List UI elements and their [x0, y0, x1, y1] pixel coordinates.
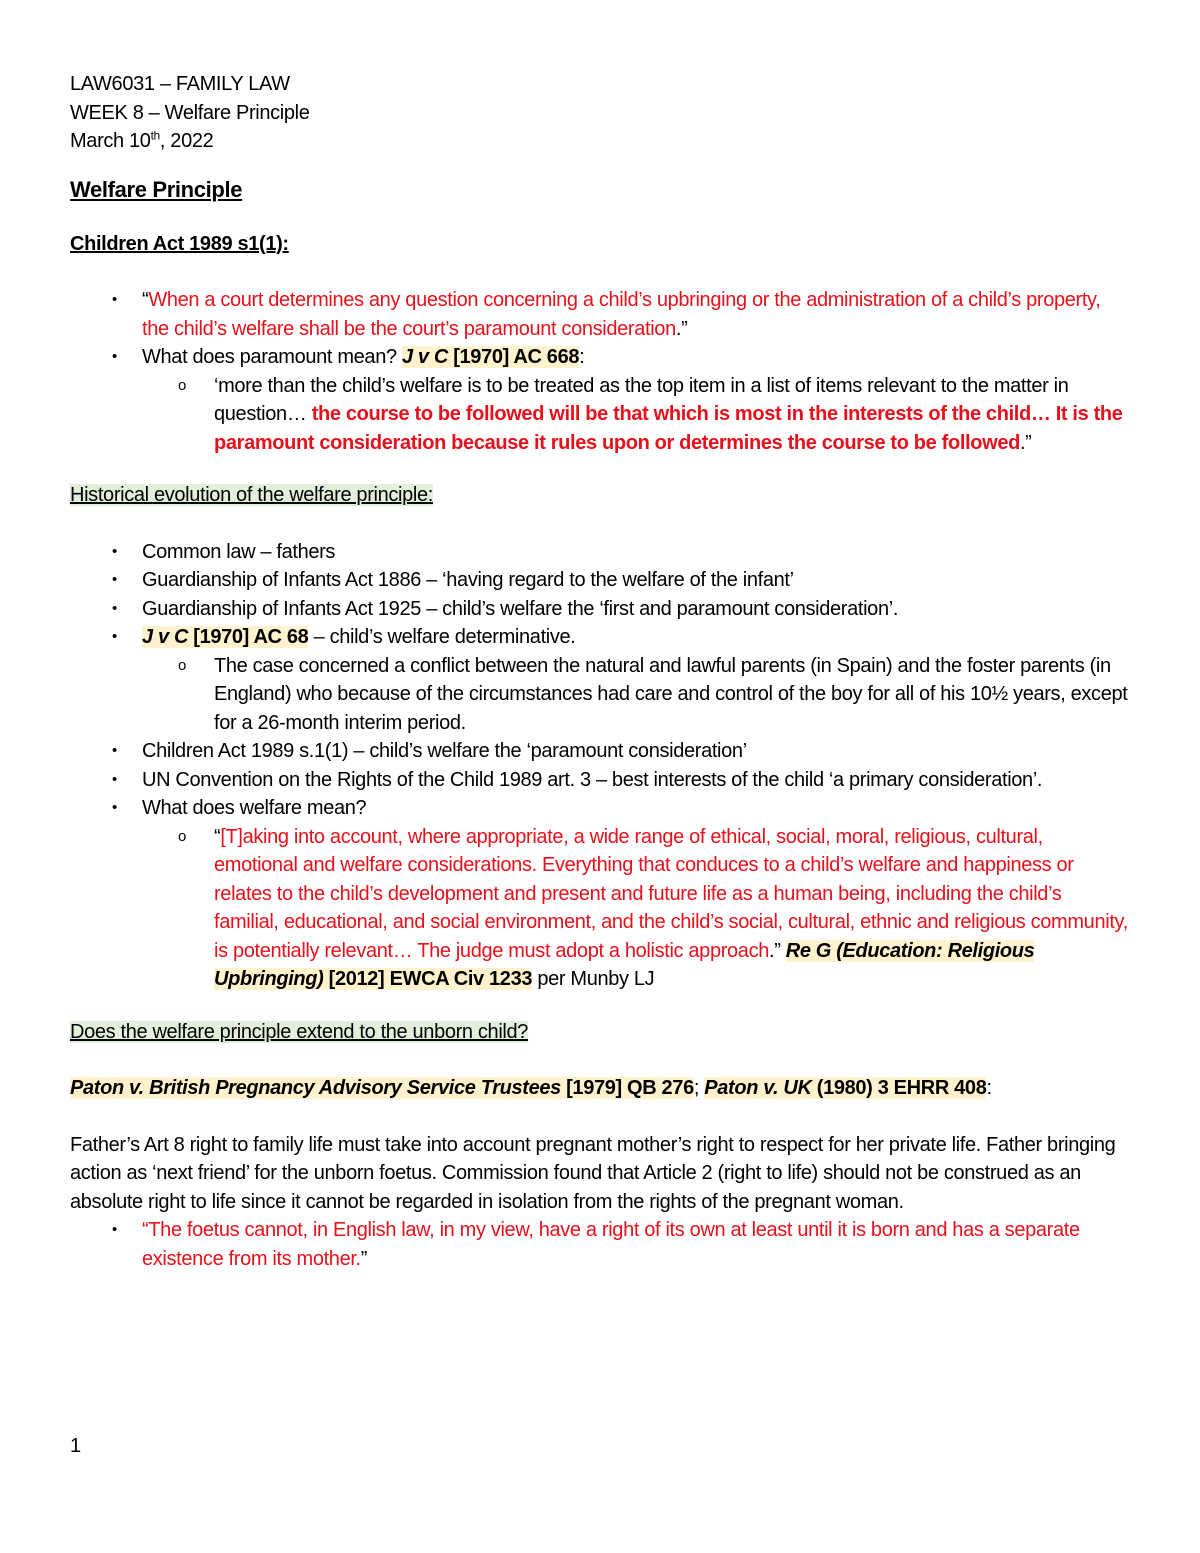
list-item: o “[T]aking into account, where appropriate, a wide range of ethical, social, moral, religious, cultural, emotional and welfare considerations. Everything that conduces to a child’s welfare and happiness or relates to the child’s development and present and future life as a human being, including the child’s familial, educational, and social environment, and the child’s social, cultural, ethnic and religious community, is potentially relevant… The judge must adopt a holistic approach.” Re G (Education: Religious Upbringing) [2012] EWCA Civ 1233 per Munby LJ	[142, 823, 1130, 994]
list-item: o ‘more than the child’s welfare is to be treated as the top item in a list of items relevant to the matter in question… the course to be followed will be that which is most in the interests of the child… It is the paramount consideration because it rules upon or determines the course to be followed.”	[142, 372, 1130, 458]
children-act-list	[70, 286, 1130, 457]
case-name: Paton v. British Pregnancy Advisory Service Trustees	[70, 1077, 561, 1099]
list-item: • Children Act 1989 s.1(1) – child’s welfare the ‘paramount consideration’	[70, 737, 1130, 766]
welfare-quote: [T]aking into account, where appropriate, a wide range of ethical, social, moral, religious, cultural, emotional and welfare considerations. Everything that conduces to a child’s welfare and happiness or relates to the child’s development and present and future life as a human being, including the child’s familial, educational, and social environment, and the child’s social, cultural, ethnic and religious community, is potentially relevant… The judge must adopt a holistic approach	[214, 825, 1128, 962]
course-title: LAW6031 – FAMILY LAW	[70, 73, 290, 95]
list-item: • UN Convention on the Rights of the Child 1989 art. 3 – best interests of the child ‘a primary consideration’.	[70, 766, 1130, 795]
case-name: Re G (Education: Religious Upbringing)	[214, 939, 1035, 990]
list-item: • What does welfare mean? o “[T]aking into account, where appropriate, a wide range of ethical, social, moral, religious, cultural, emotional and welfare considerations. Everything that conduces to a child’s welfare and happiness or relates to the child’s development and present and future life as a human being, including the child’s familial, educational, and social environment, and the child’s social, cultural, ethnic and religious community, is potentially relevant… The judge must adopt a holistic approach.” Re G (Education: Religious Upbringing) [2012] EWCA Civ 1233 per Munby LJ	[70, 794, 1130, 994]
page-title: Welfare Principle	[70, 176, 243, 202]
list-item: • Guardianship of Infants Act 1925 – child’s welfare the ‘first and paramount consideration’.	[70, 595, 1130, 624]
case-citation: [1970] AC 68	[188, 626, 309, 648]
case-name: Paton v. UK	[704, 1077, 812, 1099]
list-item: o The case concerned a conflict between the natural and lawful parents (in Spain) and the foster parents (in England) who because of the circumstances had care and control of the boy for all of his 10½ years, except for a 26-month interim period.	[142, 652, 1130, 738]
week-title: WEEK 8 – Welfare Principle	[70, 101, 310, 124]
doc-date: March 10th, 2022	[70, 128, 214, 152]
statute-quote: When a court determines any question concerning a child’s upbringing or the administration of a child’s property, the child’s welfare shall be the court’s paramount consideration	[142, 289, 1101, 340]
page-number: 1	[70, 1435, 81, 1457]
judgment-quote: the course to be followed will be that which is most in the interests of the child… It is the paramount consideration because it rules upon or determines the course to be followed	[214, 403, 1123, 454]
doc-header	[70, 70, 1130, 156]
case-citation: (1980) 3 EHRR 408	[811, 1077, 987, 1099]
list-item: • Guardianship of Infants Act 1886 – ‘having regard to the welfare of the infant’	[70, 566, 1130, 595]
case-citation: [1979] QB 276	[560, 1077, 694, 1099]
case-citation: [2012] EWCA Civ 1233	[323, 968, 533, 990]
case-citation: [1970] AC 668	[448, 346, 580, 368]
paton-paragraph: Father’s Art 8 right to family life must take into account pregnant mother’s right to respect for her private life. Father bringing action as ‘next friend’ for the unborn foetus. Commission found that Article 2 (right to life) should not be construed as an absolute right to life since it cannot be regarded in isolation from the rights of the pregnant woman.	[70, 1133, 1116, 1213]
list-item: • What does paramount mean? J v C [1970] AC 668: o ‘more than the child’s welfare is to be treated as the top item in a list of items relevant to the matter in question… the course to be followed will be that which is most in the interests of the child… It is the paramount consideration because it rules upon or determines the course to be followed.”	[70, 343, 1130, 457]
list-item: • Common law – fathers	[70, 538, 1130, 567]
foetus-quote: “The foetus cannot, in English law, in my view, have a right of its own at least until it is born and has a separate existence from its mother.	[142, 1219, 1080, 1270]
case-name: J v C	[401, 346, 449, 368]
section-heading-children-act: Children Act 1989 s1(1):	[70, 232, 289, 255]
paton-citation-line: Paton v. British Pregnancy Advisory Service Trustees [1979] QB 276; Paton v. UK (1980) 3 EHRR 408:	[70, 1077, 992, 1099]
paton-list	[70, 1216, 1130, 1273]
section-heading-history: Historical evolution of the welfare principle:	[70, 484, 433, 506]
list-item: • J v C [1970] AC 68 – child’s welfare determinative. o The case concerned a conflict between the natural and lawful parents (in Spain) and the foster parents (in England) who because of the circumstances had care and control of the boy for all of his 10½ years, except for a 26-month interim period.	[70, 623, 1130, 737]
list-item: • “When a court determines any question concerning a child’s upbringing or the administration of a child’s property, the child’s welfare shall be the court’s paramount consideration.”	[70, 286, 1130, 343]
case-name: J v C	[142, 626, 189, 648]
history-list	[70, 538, 1130, 994]
list-item: • “The foetus cannot, in English law, in my view, have a right of its own at least until it is born and has a separate existence from its mother.”	[70, 1216, 1130, 1273]
section-heading-unborn: Does the welfare principle extend to the unborn child?	[70, 1020, 529, 1043]
